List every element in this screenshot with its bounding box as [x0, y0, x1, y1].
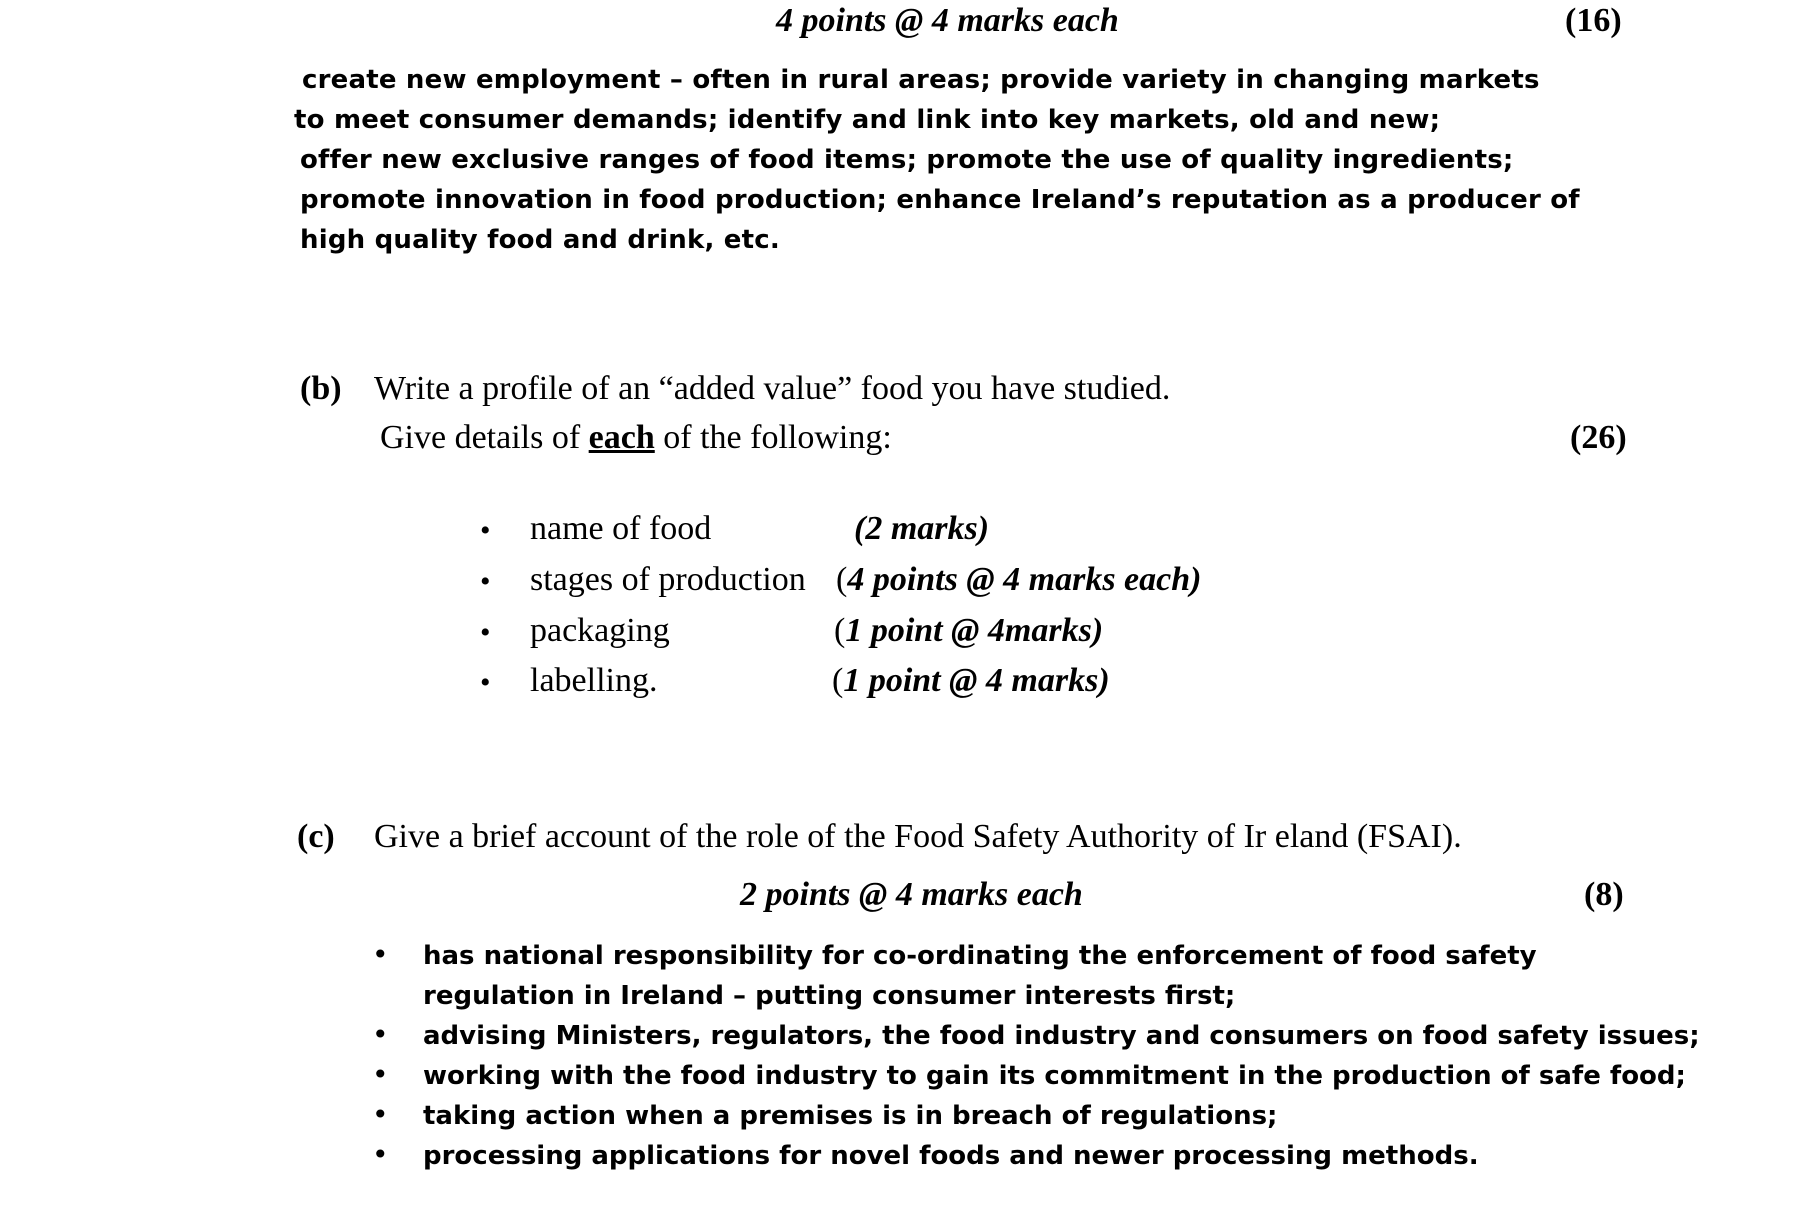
answer-a-line: offer new exclusive ranges of food items; promote the use of quality ingredients;	[300, 145, 1514, 175]
total-marks-a: (16)	[1565, 2, 1622, 39]
bullet-icon: •	[480, 514, 491, 547]
bullet-icon: •	[372, 1058, 389, 1091]
instruction-emphasis: each	[588, 419, 655, 456]
question-c-text: Give a brief account of the role of the Food Safety Authority of Ir eland (FSAI).	[374, 818, 1462, 855]
answer-a-line: to meet consumer demands; identify and link into key markets, old and new;	[294, 105, 1441, 135]
marking-scheme-top: 4 points @ 4 marks each	[776, 2, 1119, 39]
answer-c-item: advising Ministers, regulators, the food industry and consumers on food safety issues;	[423, 1021, 1700, 1051]
answer-c-item: has national responsibility for co-ordinating the enforcement of food safety	[423, 941, 1537, 971]
bullet-icon: •	[480, 616, 491, 649]
item-name: name of food	[530, 510, 712, 547]
total-marks-c: (8)	[1584, 876, 1624, 913]
bullet-icon: •	[480, 565, 491, 598]
marking-scheme-c: 2 points @ 4 marks each	[740, 876, 1083, 913]
bullet-icon: •	[372, 1018, 389, 1051]
answer-a-line: high quality food and drink, etc.	[300, 225, 780, 255]
instruction-post: of the following:	[654, 419, 892, 456]
bullet-icon: •	[372, 938, 389, 971]
item-marks: (2 marks)	[854, 510, 990, 547]
item-marks: (4 points @ 4 marks each)	[836, 561, 1202, 598]
answer-c-item: taking action when a premises is in breach of regulations;	[423, 1101, 1278, 1131]
question-c-label: (c)	[297, 818, 335, 855]
item-name: labelling.	[530, 662, 658, 699]
item-marks: (1 point @ 4marks)	[834, 612, 1104, 649]
item-name: packaging	[530, 612, 670, 649]
question-b-instruction	[380, 419, 892, 457]
answer-c-item: working with the food industry to gain its commitment in the production of safe food;	[423, 1061, 1686, 1091]
bullet-icon: •	[372, 1138, 389, 1171]
total-marks-b: (26)	[1570, 419, 1627, 456]
answer-a-line: promote innovation in food production; enhance Ireland’s reputation as a producer of	[300, 185, 1580, 215]
question-b-label: (b)	[300, 370, 342, 407]
item-marks: (1 point @ 4 marks)	[832, 662, 1110, 699]
bullet-icon: •	[372, 1098, 389, 1131]
answer-c-item: processing applications for novel foods and newer processing methods.	[423, 1141, 1479, 1171]
item-name: stages of production	[530, 561, 806, 598]
answer-a-line: create new employment – often in rural areas; provide variety in changing markets	[302, 65, 1540, 95]
answer-c-item: regulation in Ireland – putting consumer interests first;	[423, 981, 1236, 1011]
bullet-icon: •	[480, 666, 491, 699]
instruction-pre: Give details of	[380, 419, 589, 456]
question-b-text: Write a profile of an “added value” food you have studied.	[374, 370, 1171, 407]
